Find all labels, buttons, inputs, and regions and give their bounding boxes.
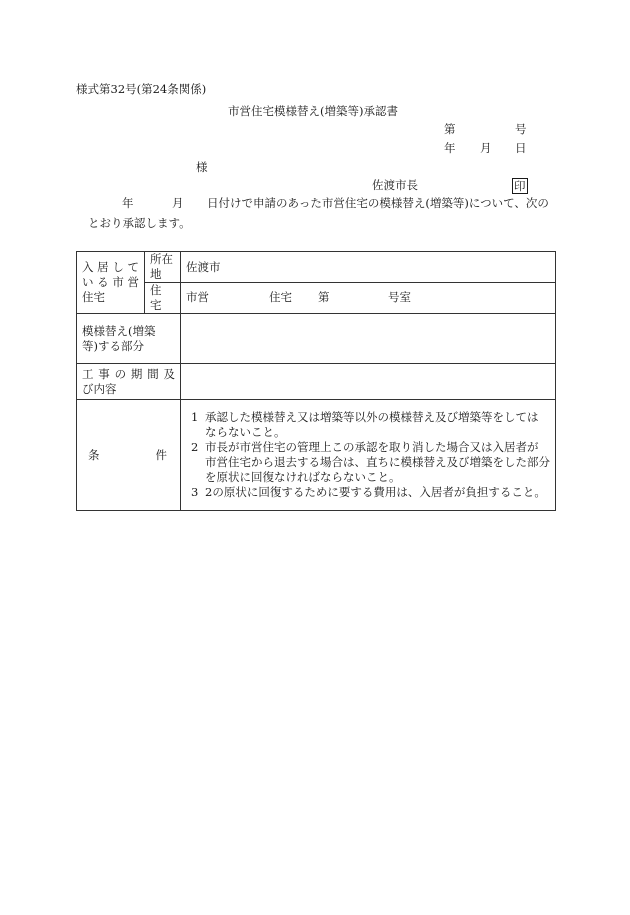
body-month: 月 — [172, 196, 184, 210]
condition-item — [181, 440, 551, 485]
date-year: 年 — [444, 141, 456, 155]
condition-line: 市長が市営住宅の管理上この承認を取り消した場合又は入居者が — [205, 440, 539, 454]
house-dai: 第 — [318, 289, 330, 304]
location-label: 所在地 — [145, 252, 181, 283]
date-month: 月 — [480, 141, 492, 155]
condition-line: ならないこと。 — [205, 425, 286, 439]
period-label-line2: び内容 — [82, 381, 117, 396]
part-label-line1: 模様替え(増築 — [82, 323, 156, 338]
house-goshitsu: 号室 — [388, 289, 411, 304]
addressee-honorific: 様 — [196, 160, 208, 174]
condition-item — [181, 485, 551, 500]
period-label-line1: 工事の期間及 — [82, 366, 175, 381]
condition-number: 1 — [191, 410, 199, 424]
row-conditions — [77, 400, 556, 511]
condition-number: 2 — [191, 440, 199, 454]
row-location — [77, 252, 556, 283]
seal-mark — [512, 178, 528, 194]
period-value — [181, 364, 556, 400]
body-line1: 日付けで申請のあった市営住宅の模様替え(増築等)について、次の — [207, 196, 549, 210]
part-label-line2: 等)する部分 — [82, 338, 144, 353]
document-title: 市営住宅模様替え(増築等)承認書 — [228, 104, 398, 118]
house-jutaku: 住宅 — [269, 289, 292, 304]
part-value — [181, 314, 556, 364]
house-value — [181, 283, 556, 314]
condition-number: 3 — [191, 485, 199, 499]
body-year: 年 — [122, 196, 134, 210]
conditions-list-cell — [181, 400, 556, 511]
residence-label-line3: 住宅 — [82, 290, 105, 304]
number-prefix: 第 — [444, 122, 456, 136]
condition-line: 市営住宅から退去する場合は、直ちに模様替え及び増築をした部分 — [205, 455, 550, 469]
row-period — [77, 364, 556, 400]
house-label: 住 宅 — [145, 283, 181, 314]
issuer-name: 佐渡市長 — [372, 178, 418, 192]
date-day: 日 — [515, 141, 527, 155]
condition-line: 承認した模様替え又は増築等以外の模様替え及び増築等をしては — [205, 410, 539, 424]
condition-line: を原状に回復なければならないこと。 — [205, 470, 401, 484]
part-label — [77, 314, 181, 364]
period-label — [77, 364, 181, 400]
conditions-label-right: 件 — [155, 447, 167, 462]
location-value: 佐渡市 — [181, 252, 556, 283]
body-line2: とおり承認します。 — [88, 216, 191, 230]
conditions-label-left: 条 — [88, 447, 100, 462]
row-part — [77, 314, 556, 364]
conditions-label — [77, 400, 181, 511]
seal-text: 印 — [514, 179, 526, 193]
number-suffix: 号 — [515, 122, 527, 136]
approval-table — [76, 251, 556, 511]
house-city: 市営 — [186, 289, 209, 304]
row-house — [77, 283, 556, 314]
condition-line: 2の原状に回復するために要する費用は、入居者が負担すること。 — [205, 485, 546, 499]
condition-item — [181, 410, 551, 440]
residence-label — [77, 252, 145, 314]
residence-label-line1: 入居して — [82, 260, 139, 274]
residence-label-line2: いる市営 — [82, 275, 139, 289]
conditions-list — [181, 410, 551, 500]
form-number: 様式第32号(第24条関係) — [76, 82, 207, 96]
